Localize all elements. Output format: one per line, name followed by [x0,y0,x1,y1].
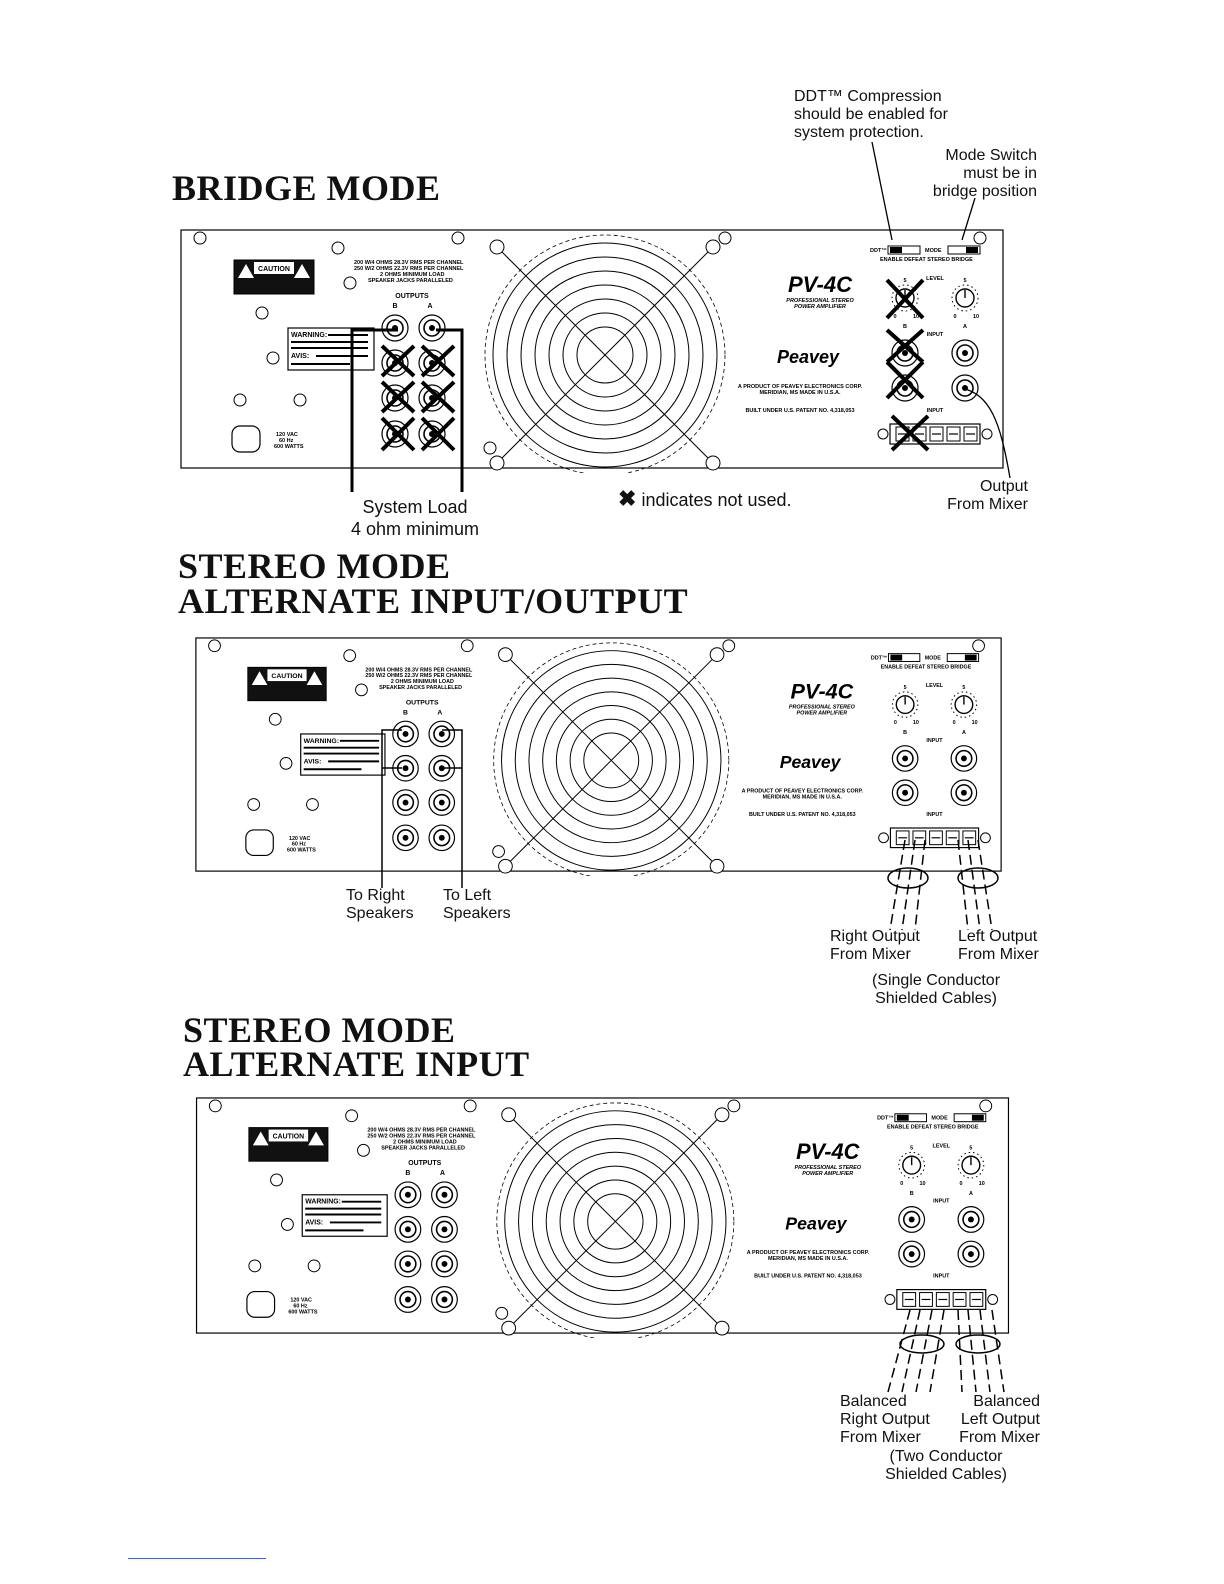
company-line-2: MERIDIAN, MS MADE IN U.S.A. [762,794,842,801]
mount-hole [728,1100,740,1112]
stereo-io-title-line2: ALTERNATE INPUT/OUTPUT [178,581,689,621]
level-knob-a-label-0: 0 [952,720,956,727]
warning-text: WARNING: [305,1198,341,1206]
switch-labels: ENABLE DEFEAT STEREO BRIDGE [886,1124,979,1131]
ddt-label: DDT™ [870,248,887,254]
level-knob-b-label-10: 10 [919,1180,926,1187]
balanced-right-callout: Balanced Right Output From Mixer [840,1393,930,1446]
avis-text: AVIS: [303,758,322,766]
output-b-label: B [392,303,398,310]
bridge-mode-title: BRIDGE MODE [172,168,441,208]
company-line-1: A PRODUCT OF PEAVEY ELECTRONICS CORP. [741,788,863,795]
level-knob-a-label-10: 10 [972,314,980,320]
level-knob-b-label-5: 5 [903,278,907,284]
left-speaker-wire [442,730,462,888]
level-label: LEVEL [925,682,944,689]
ddt-switch-knob [897,1115,909,1121]
patent-line: BUILT UNDER U.S. PATENT NO. 4,318,053 [748,812,856,819]
right-output-callout: Right Output From Mixer [830,928,920,963]
footnote-rule [128,1558,266,1559]
output-jack-b-tip [405,1226,411,1232]
peavey-logo: Peavey [785,1213,847,1234]
output-jack-a-tip [442,1226,448,1232]
switch-labels: ENABLE DEFEAT STEREO BRIDGE [880,257,973,263]
peavey-logo: Peavey [779,752,841,773]
power-rating-2: 60 Hz [279,438,294,444]
ratings-4: SPEAKER JACKS PARALLELED [368,278,453,284]
ratings-2: 250 W/2 OHMS 22.3V RMS PER CHANNEL [367,1133,476,1140]
ratings-3: 2 OHMS MINIMUM LOAD [390,679,454,686]
output-a-label: A [427,303,433,310]
warning-text: WARNING: [303,737,340,745]
ddt-callout: DDT™ Compression should be enabled for system protection. [794,88,948,141]
cross-icon: ✖ [618,486,637,511]
ratings-4: SPEAKER JACKS PARALLELED [379,684,463,691]
ratings-4: SPEAKER JACKS PARALLELED [381,1145,465,1152]
input-label: INPUT [933,1198,950,1205]
ratings-3: 2 OHMS MINIMUM LOAD [380,272,445,278]
level-knob-b-label-0: 0 [893,720,897,727]
ddt-leader-line [872,142,892,240]
stereo-input-overlay [0,1280,1224,1420]
model-subtitle-1: PROFESSIONAL STEREO [794,1165,861,1172]
not-used-crosses [382,280,928,450]
model-subtitle-2: POWER AMPLIFIER [794,304,846,310]
input-a-label: A [961,729,966,736]
fan-screw [715,1108,729,1122]
model-logo: PV-4C [796,1139,860,1165]
to-left-speakers: To Left Speakers [443,887,511,922]
model-subtitle-2: POWER AMPLIFIER [802,1171,854,1178]
level-knob-b-label-5: 5 [903,684,907,691]
level-knob-b-label-0: 0 [900,1180,904,1187]
power-rating-1: 120 VAC [290,1297,312,1304]
fan-screw [502,1108,516,1122]
warning-text: WARNING: [291,332,328,339]
mount-hole [980,1100,992,1112]
left-output-callout: Left Output From Mixer [958,928,1039,963]
input-a-label: A [963,324,967,330]
output-from-mixer-callout: Output From Mixer [947,478,1028,513]
output-jack-a-tip [442,1192,448,1198]
patent-line: BUILT UNDER U.S. PATENT NO. 4,318,053 [745,408,855,414]
to-right-speakers: To Right Speakers [346,887,414,922]
input-b-label: B [903,729,908,736]
avis-text: AVIS: [291,353,310,360]
two-conductor-note: (Two Conductor Shielded Cables) [885,1448,1007,1483]
mode-switch-knob [972,1115,984,1121]
caution-text: CAUTION [271,673,303,681]
input-jack-b-tip [909,1217,915,1223]
output-a-label: A [437,709,443,717]
ddt-label: DDT™ [877,1115,894,1122]
company-line-2: MERIDIAN, MS MADE IN U.S.A. [759,390,841,396]
input-label: INPUT [926,737,943,744]
input-terminal-label: INPUT [926,812,943,819]
input-jack-a-tip [968,1251,974,1257]
power-rating-3: 600 WATTS [274,444,304,450]
mode-switch-callout: Mode Switch must be in bridge position [932,147,1037,200]
level-label: LEVEL [932,1143,951,1150]
patent-line: BUILT UNDER U.S. PATENT NO. 4,318,053 [754,1273,862,1280]
model-logo: PV-4C [790,678,854,704]
power-rating-3: 600 WATTS [288,1309,318,1316]
company-line-2: MERIDIAN, MS MADE IN U.S.A. [768,1255,848,1262]
mount-hole [464,1100,476,1112]
right-cable-ring [900,1335,944,1353]
stereo-io-title-line1: STEREO MODE [178,546,451,586]
level-knob-b-label-0: 0 [893,314,897,320]
mount-hole [209,1100,221,1112]
power-rating-1: 120 VAC [288,835,311,842]
mixer-output-line [962,388,1010,478]
mount-hole [358,1144,370,1156]
ratings-2: 250 W/2 OHMS 22.3V RMS PER CHANNEL [365,673,473,680]
input-b-label: B [903,324,907,330]
stereo-io-overlay [0,600,1224,1020]
input-jack-a-tip [968,1217,974,1223]
model-logo: PV-4C [788,272,852,297]
model-subtitle-2: POWER AMPLIFIER [796,710,848,717]
output-jack-b-tip [405,1261,411,1267]
bridge-overlay [0,0,1224,560]
ratings-1: 200 W/4 OHMS 28.3V RMS PER CHANNEL [354,260,464,266]
level-knob-a-label-5: 5 [969,1145,973,1152]
outputs-label: OUTPUTS [408,1160,442,1168]
ratings-1: 200 W/4 OHMS 28.3V RMS PER CHANNEL [367,1127,476,1134]
level-knob-a-label-0: 0 [953,314,957,320]
not-used-legend: ✖ indicates not used. [618,486,792,511]
ratings-2: 250 W/2 OHMS 22.3V RMS PER CHANNEL [354,266,464,272]
input-terminal-label: INPUT [933,1273,950,1280]
output-b-label: B [403,709,409,717]
mount-hole [281,1218,293,1230]
input-jack-b-tip [909,1251,915,1257]
output-b-label: B [405,1170,411,1178]
mount-hole [271,1174,283,1186]
ratings-1: 200 W/4 OHMS 28.3V RMS PER CHANNEL [365,667,473,674]
output-jack-a-tip [442,1261,448,1267]
mode-leader-line [962,198,975,240]
avis-text: AVIS: [305,1219,324,1227]
single-conductor-note: (Single Conductor Shielded Cables) [871,972,1001,1007]
level-knob-b-label-10: 10 [912,720,919,727]
level-knob-b-label-10: 10 [912,314,920,320]
power-rating-1: 120 VAC [276,432,298,438]
mount-hole [308,1260,320,1272]
model-subtitle-1: PROFESSIONAL STEREO [788,704,855,711]
caution-text: CAUTION [258,266,290,273]
level-knob-a-label-5: 5 [962,684,966,691]
mode-label: MODE [924,655,941,662]
mount-hole [346,1110,358,1122]
input-terminal-label: INPUT [926,408,944,414]
outputs-label: OUTPUTS [405,699,439,707]
output-a-label: A [439,1170,445,1178]
power-rating-3: 600 WATTS [287,847,316,854]
stereo-input-title-line2: ALTERNATE INPUT [183,1044,530,1084]
mode-label: MODE [931,1115,948,1122]
power-rating-2: 60 Hz [291,841,306,848]
level-label: LEVEL [926,276,944,282]
mount-hole [249,1260,261,1272]
level-knob-a-label-10: 10 [971,720,978,727]
level-knob-a-label-10: 10 [978,1180,985,1187]
model-subtitle-1: PROFESSIONAL STEREO [786,298,854,304]
ratings-3: 2 OHMS MINIMUM LOAD [393,1139,457,1146]
company-line-1: A PRODUCT OF PEAVEY ELECTRONICS CORP. [746,1250,870,1257]
left-cable-ring [956,1335,1000,1353]
right-speaker-wire [382,730,402,888]
level-knob-a-label-5: 5 [963,278,967,284]
left-cable-ring [958,868,998,888]
output-jack-b-tip [405,1192,411,1198]
power-rating-2: 60 Hz [293,1303,308,1310]
outputs-label: OUTPUTS [395,293,429,300]
balanced-left-callout: Balanced Left Output From Mixer [959,1393,1040,1446]
system-load-callout: System Load 4 ohm minimum [350,497,480,539]
input-a-label: A [968,1190,973,1197]
switch-labels: ENABLE DEFEAT STEREO BRIDGE [880,664,972,671]
peavey-logo: Peavey [776,347,840,367]
level-knob-a-label-0: 0 [959,1180,963,1187]
ddt-label: DDT™ [870,655,888,662]
input-label: INPUT [926,332,944,338]
company-line-1: A PRODUCT OF PEAVEY ELECTRONICS CORP. [737,384,863,390]
mode-label: MODE [925,248,942,254]
input-b-label: B [909,1190,914,1197]
stereo-input-title-line1: STEREO MODE [183,1010,456,1050]
level-knob-b-label-5: 5 [910,1145,914,1152]
caution-text: CAUTION [272,1133,305,1141]
